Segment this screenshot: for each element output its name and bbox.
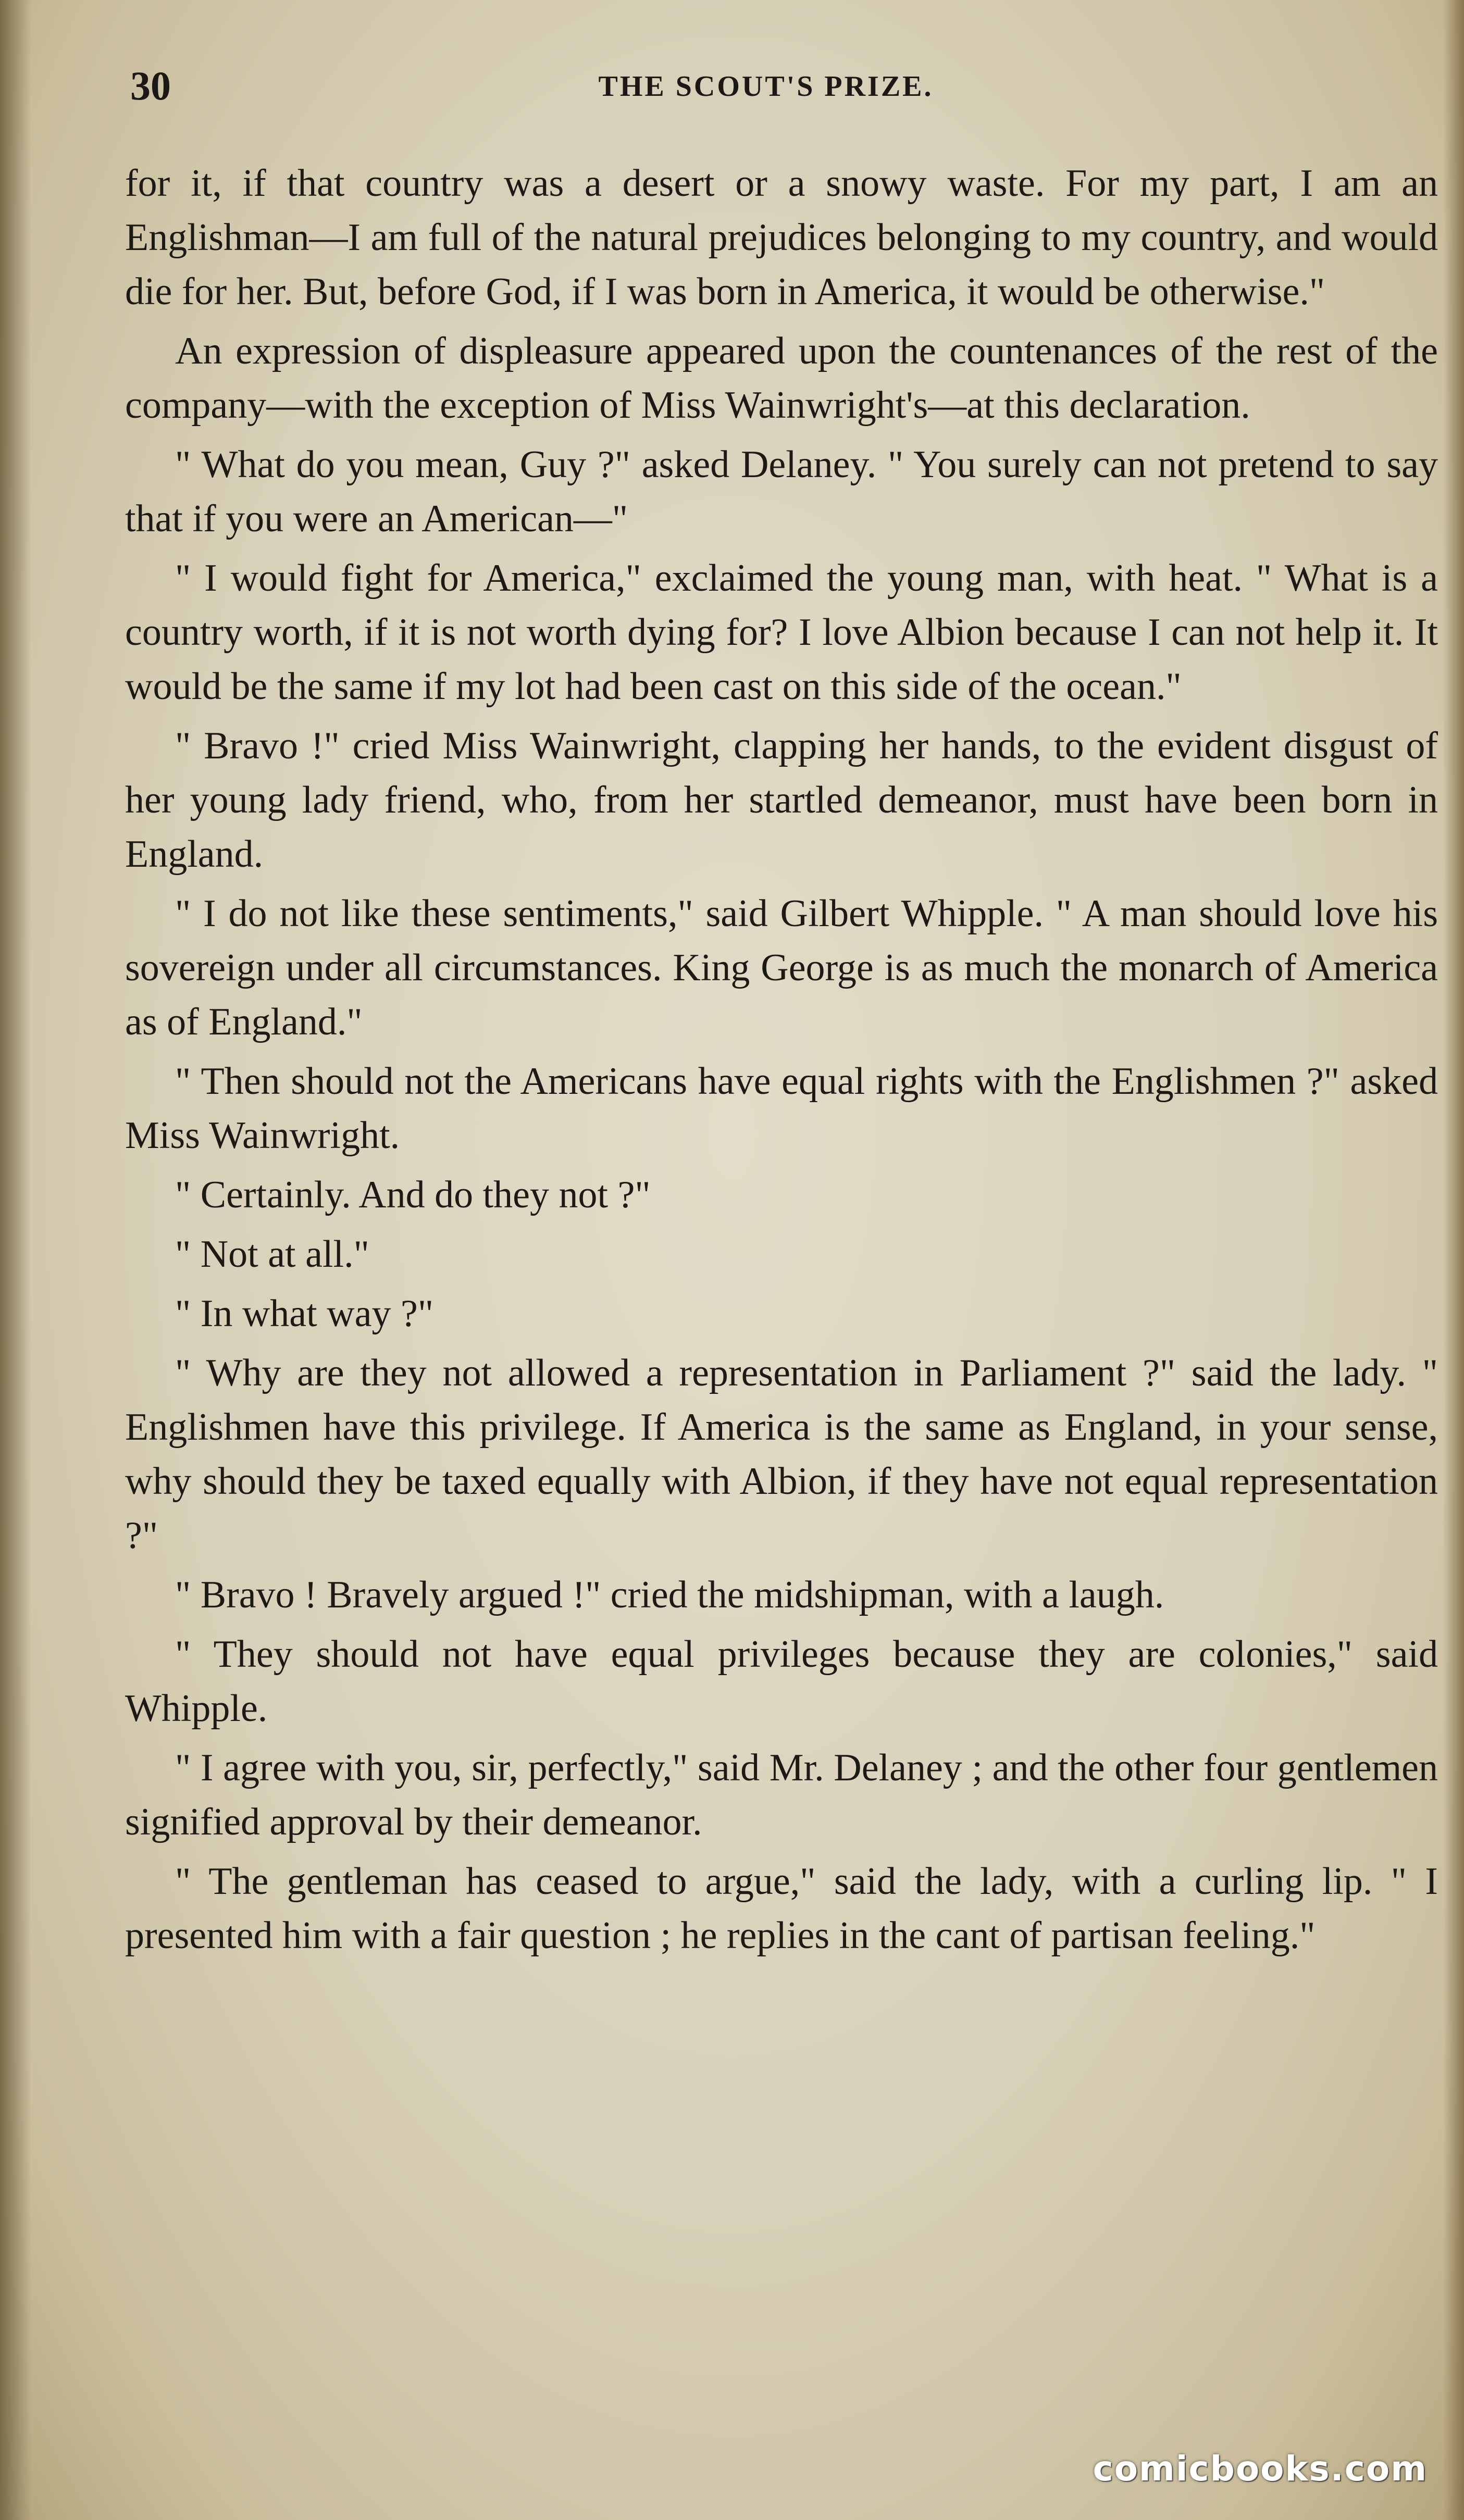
- paragraph: " Bravo !" cried Miss Wainwright, clapping her hands, to the evident disgust of her young lady friend, who, from her startled demeanor, must have been born in England.: [125, 725, 1438, 876]
- body-text: [125, 156, 1438, 1963]
- paragraph: " I would fight for America," exclaimed the young man, with heat. " What is a country worth, if it is not worth dying for? I love Albion because I can not help it. It would be the same if my lot had been cast on this side of the ocean.": [125, 557, 1438, 708]
- paragraph: " The gentleman has ceased to argue," said the lady, with a curling lip. " I presented him with a fair question ; he replies in the cant of partisan feeling.": [125, 1860, 1438, 1957]
- paragraph: " Certainly. And do they not ?": [175, 1174, 651, 1216]
- running-title: THE SCOUT'S PRIZE.: [598, 70, 934, 103]
- watermark: comicbooks.com: [1093, 2449, 1428, 2489]
- paragraph: " Not at all.": [175, 1233, 369, 1276]
- page-header: [130, 63, 1401, 120]
- paragraph: " I do not like these sentiments," said Gilbert Whipple. " A man should love his sovereign under all circumstances. King George is as much the monarch of America as of England.": [125, 892, 1438, 1043]
- paragraph: for it, if that country was a desert or a snowy waste. For my part, I am an Englishman—I am full of the natural prejudices belonging to my country, and would die for her. But, before God, if I was born in America, it would be otherwise.": [125, 162, 1438, 313]
- paragraph: " Why are they not allowed a representation in Parliament ?" said the lady. " Englishmen have this privilege. If America is the same as England, in your sense, why should they be taxed equally with Albion, if they have not equal representation ?": [125, 1352, 1438, 1557]
- page-edge-left: [0, 0, 31, 2520]
- paragraph: An expression of displeasure appeared upon the countenances of the rest of the company—with the exception of Miss Wainwright's—at this declaration.: [125, 330, 1438, 427]
- page-number: 30: [130, 63, 171, 108]
- page-edge-right: [1443, 0, 1464, 2520]
- paragraph: " I agree with you, sir, perfectly," said Mr. Delaney ; and the other four gentlemen signified approval by their demeanor.: [125, 1746, 1438, 1843]
- paragraph: " They should not have equal privileges because they are colonies," said Whipple.: [125, 1633, 1438, 1730]
- paragraph: " What do you mean, Guy ?" asked Delaney. " You surely can not pretend to say that if you were an American—": [125, 443, 1438, 540]
- paragraph: " Bravo ! Bravely argued !" cried the midshipman, with a laugh.: [175, 1574, 1164, 1616]
- paragraph: " Then should not the Americans have equal rights with the Englishmen ?" asked Miss Wainwright.: [125, 1060, 1438, 1157]
- paragraph: " In what way ?": [175, 1292, 434, 1335]
